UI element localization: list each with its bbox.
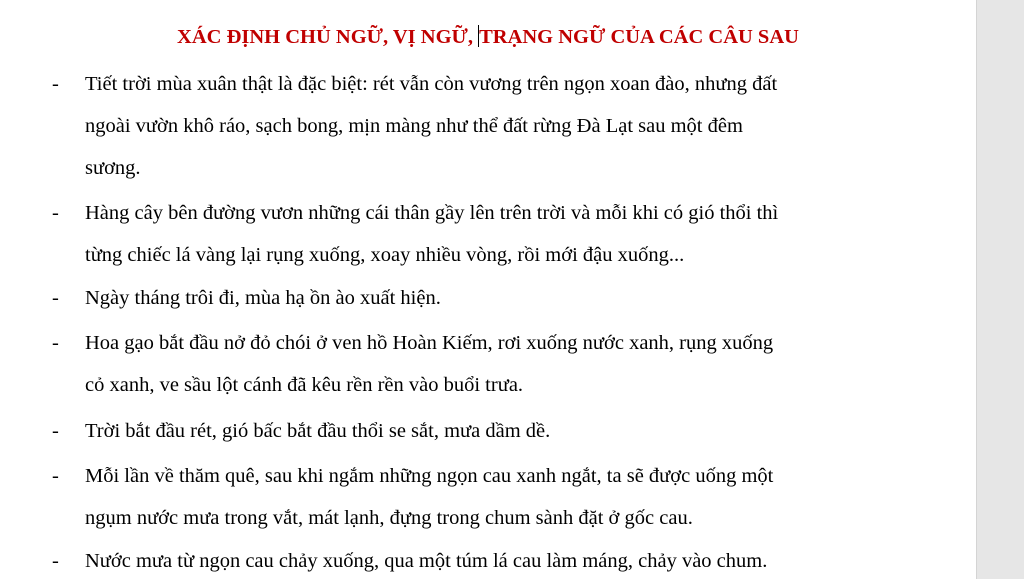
bullet-dash: - [52,202,59,224]
list-item-text [85,322,900,406]
list-item-text [85,540,900,579]
text-line: Hàng cây bên đường vươn những cái thân gầy lên trên trời và mỗi khi có gió thổi thì [85,202,779,224]
title-part-2: TRẠNG NGỮ CỦA CÁC CÂU SAU [479,26,799,48]
text-line: Ngày tháng trôi đi, mùa hạ ồn ào xuất hiện. [85,287,441,309]
text-line: Nước mưa từ ngọn cau chảy xuống, qua một túm lá cau làm máng, chảy vào chum. [85,550,768,572]
list-item-text [85,455,900,539]
list-item-text [85,63,900,189]
bullet-dash: - [52,73,59,95]
text-line: Tiết trời mùa xuân thật là đặc biệt: rét vẫn còn vương trên ngọn xoan đào, nhưng đất [85,73,778,95]
text-line: cỏ xanh, ve sầu lột cánh đã kêu rền rền vào buổi trưa. [85,374,524,396]
bullet-dash: - [52,420,59,442]
list-item-text [85,410,900,452]
list-item-text [85,192,900,276]
bullet-dash: - [52,287,59,309]
text-line: sương. [85,157,141,179]
text-line: Mỗi lần về thăm quê, sau khi ngắm những ngọn cau xanh ngắt, ta sẽ được uống một [85,465,774,487]
bullet-dash: - [52,465,59,487]
workspace-background [976,0,1024,579]
title-part-1: XÁC ĐỊNH CHỦ NGỮ, VỊ NGỮ, [177,26,479,48]
text-line: từng chiếc lá vàng lại rụng xuống, xoay nhiều vòng, rồi mới đậu xuống... [85,244,685,266]
text-line: Trời bắt đầu rét, gió bấc bắt đầu thổi se sắt, mưa dầm dề. [85,420,551,442]
text-line: ngoài vườn khô ráo, sạch bong, mịn màng như thể đất rừng Đà Lạt sau một đêm [85,115,743,137]
text-line: Hoa gạo bắt đầu nở đỏ chói ở ven hồ Hoàn Kiếm, rơi xuống nước xanh, rụng xuống [85,332,774,354]
text-line: ngụm nước mưa trong vắt, mát lạnh, đựng trong chum sành đặt ở gốc cau. [85,507,693,529]
bullet-dash: - [52,332,59,354]
list-item-text [85,277,900,319]
document-title [0,22,976,52]
bullet-dash: - [52,550,59,572]
